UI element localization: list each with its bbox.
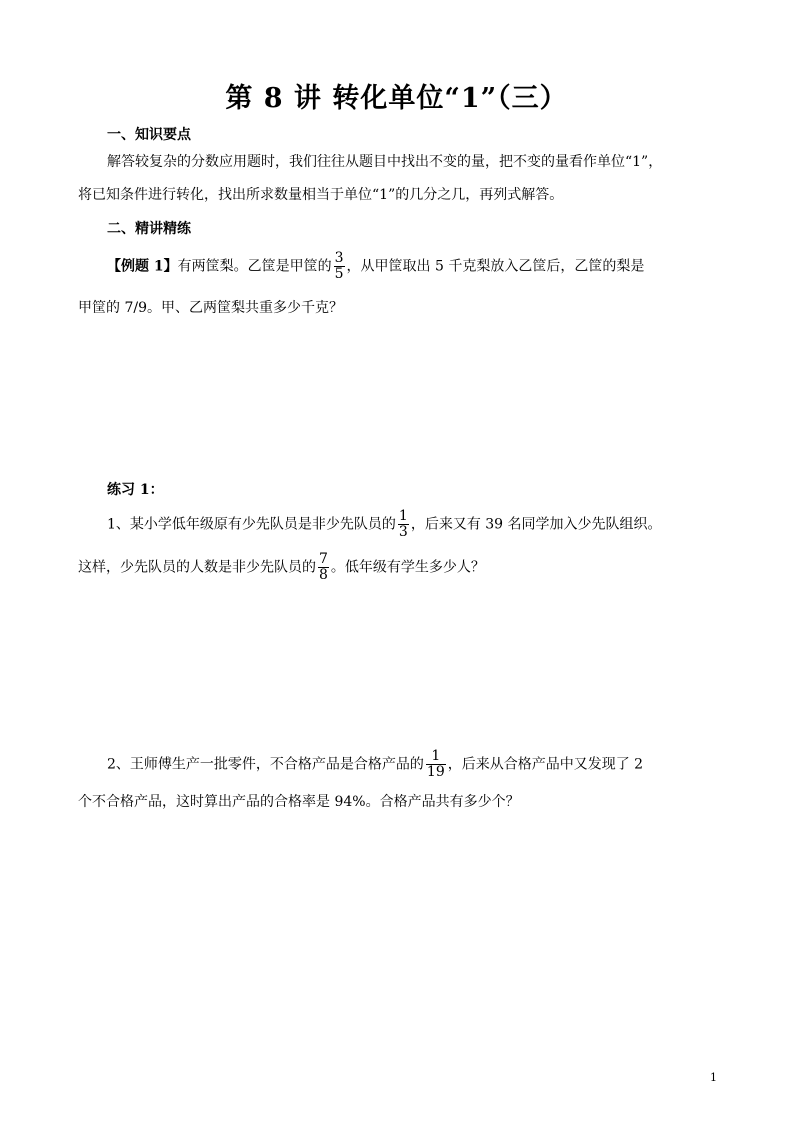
- page-title: 第 8 讲 转化单位“1”（三）: [225, 83, 568, 114]
- fraction-3-5: $\frac{3}{5}$: [334, 250, 344, 282]
- example-text-a: 有两筐梨。乙筐是甲筐的: [177, 258, 332, 275]
- fraction-1-19: $\frac{1}{19}$: [426, 748, 445, 780]
- question-2-line-2: 个不合格产品，这时算出产品的合格率是 94%。合格产品共有多少个？: [78, 794, 520, 810]
- section-heading-practice: 二、精讲精练: [107, 221, 191, 237]
- practice-heading: 练习 1：: [107, 482, 164, 498]
- knowledge-line-1: 解答较复杂的分数应用题时，我们往往从题目中找出不变的量，把不变的量看作单位“1”，: [107, 154, 663, 170]
- example-label: 【例题 1】: [107, 258, 178, 275]
- example-1-line-1: [107, 251, 644, 282]
- section-heading-knowledge: 一、知识要点: [107, 127, 191, 143]
- example-1-line-2: 甲筐的 7/9。甲、乙两筐梨共重多少千克？: [78, 300, 343, 316]
- question-1-line-1: 1、某小学低年级原有少先队员是非少先队员的 $\frac{1}{3}$ ，后来又有 39 名同学加入少先队组织。: [107, 508, 662, 540]
- example-text-b: ，从甲筐取出 5 千克梨放入乙筐后，乙筐的梨是: [346, 258, 645, 275]
- knowledge-line-2: 将已知条件进行转化，找出所求数量相当于单位“1”的几分之几，再列式解答。: [78, 187, 564, 203]
- question-1-line-2: 这样，少先队员的人数是非少先队员的 $\frac{7}{8}$ 。低年级有学生多少人？: [78, 551, 485, 583]
- page-number: 1: [710, 1071, 717, 1084]
- fraction-1-3: $\frac{1}{3}$: [398, 508, 408, 540]
- question-2-line-1: 2、王师傅生产一批零件，不合格产品是合格产品的 $\frac{1}{19}$ ，后来从合格产品中又发现了 2: [107, 748, 644, 780]
- fraction-7-8: $\frac{7}{8}$: [319, 551, 328, 583]
